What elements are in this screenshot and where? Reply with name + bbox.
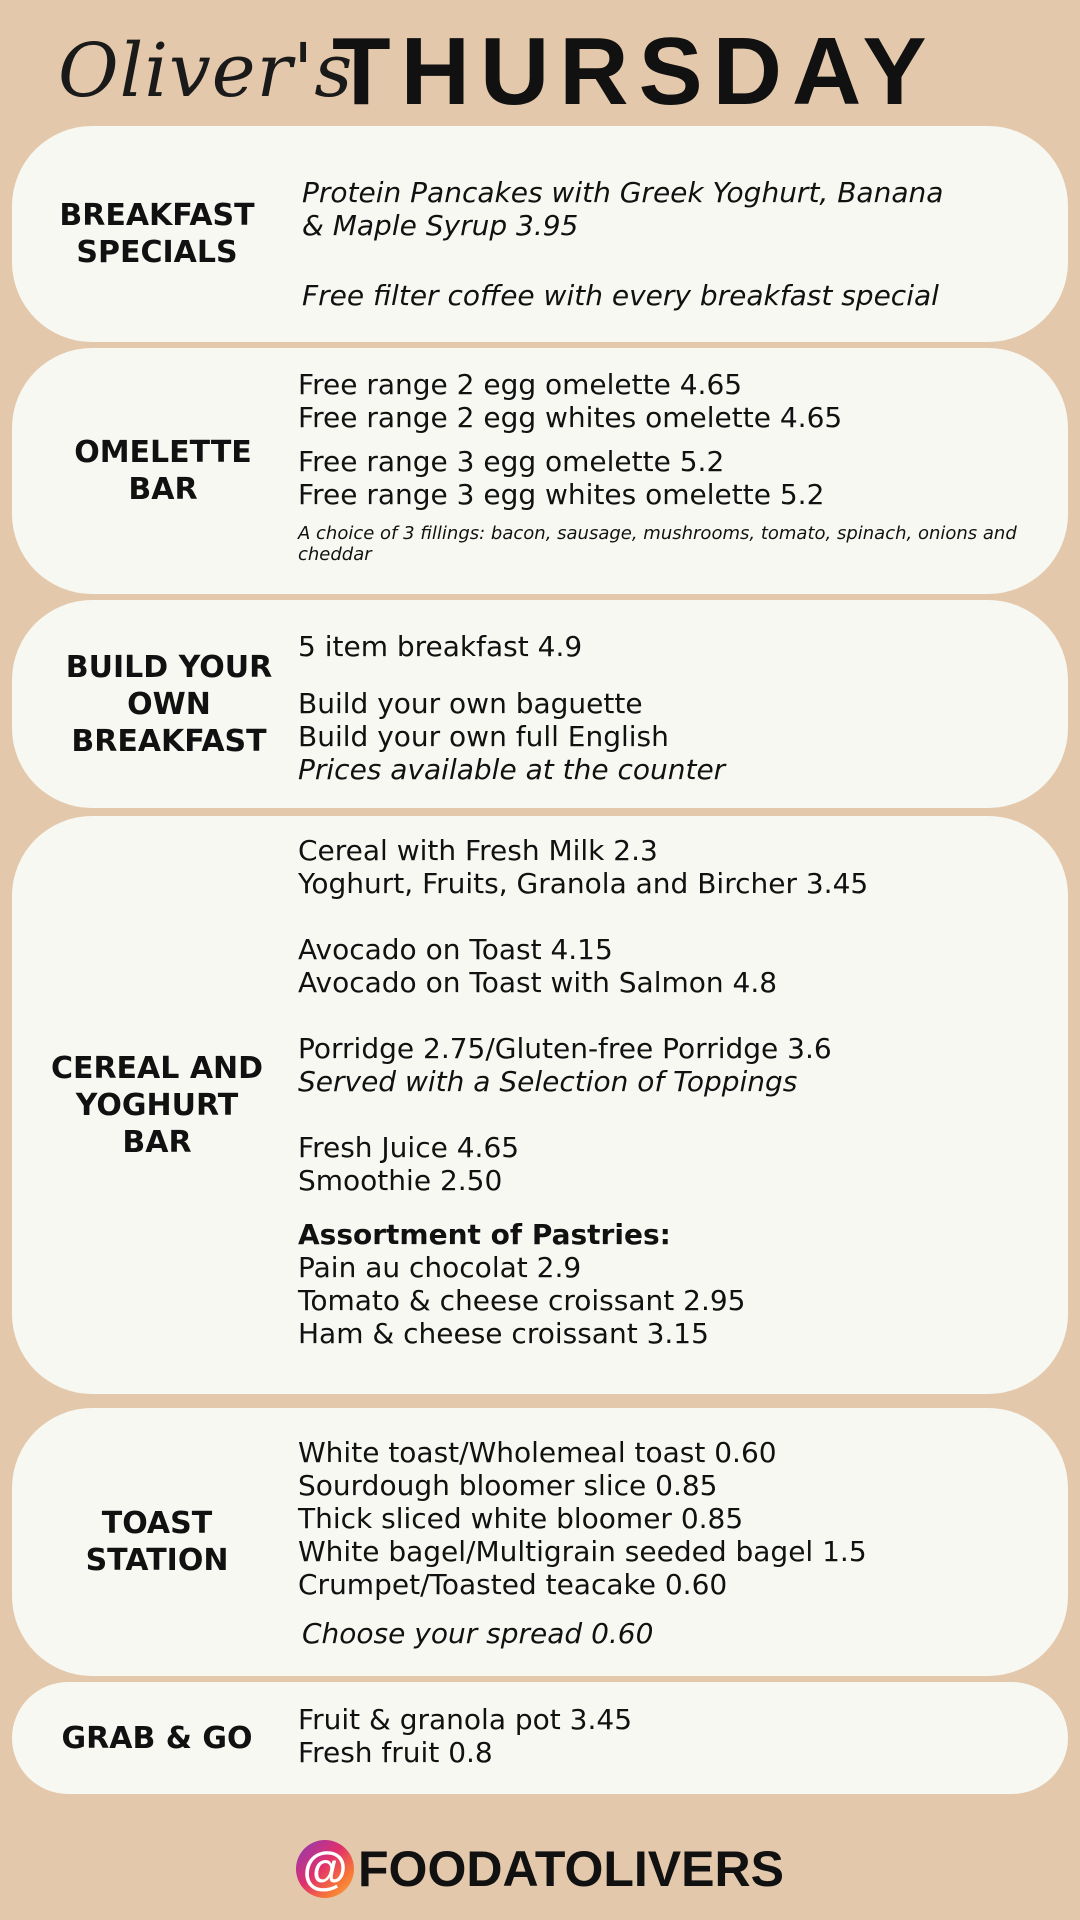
menu-item: White toast/Wholemeal toast 0.60 [298, 1436, 777, 1469]
menu-item: Free range 2 egg whites omelette 4.65 [298, 401, 843, 434]
menu-item: Cereal with Fresh Milk 2.3 [298, 834, 658, 867]
menu-item: Fresh Juice 4.65 [298, 1131, 520, 1164]
section-breakfast-specials [12, 126, 1068, 342]
section-items [298, 630, 1028, 786]
section-title: CEREAL AND YOGHURT BAR [50, 1050, 264, 1160]
menu-item: Pain au chocolat 2.9 [298, 1251, 582, 1284]
menu-item: 5 item breakfast 4.9 [298, 630, 583, 663]
menu-item: Free range 2 egg omelette 4.65 [298, 368, 743, 401]
menu-item: Avocado on Toast 4.15 [298, 933, 613, 966]
handle-text: FOODATOLIVERS [358, 1841, 784, 1897]
menu-item: Prices available at the counter [298, 753, 726, 786]
footer [0, 1840, 1080, 1898]
section-items [298, 1436, 1028, 1650]
section-grab-and-go [12, 1682, 1068, 1794]
section-title: TOAST STATION [85, 1506, 229, 1578]
section-title: OMELETTE BAR [74, 435, 252, 507]
menu-item: White bagel/Multigrain seeded bagel 1.5 [298, 1535, 867, 1568]
menu-item: Choose your spread 0.60 [302, 1617, 654, 1650]
instagram-handle[interactable] [296, 1840, 784, 1898]
menu-item: Yoghurt, Fruits, Granola and Bircher 3.45 [298, 867, 869, 900]
section-items [298, 834, 1028, 1350]
menu-item: Free filter coffee with every breakfast special [302, 279, 939, 312]
section-items [298, 1703, 1028, 1769]
section-toast-station [12, 1408, 1068, 1676]
menu-item: Build your own baguette [298, 687, 643, 720]
section-build-your-own [12, 600, 1068, 808]
day-title: THURSDAY [332, 18, 937, 125]
menu-item: & Maple Syrup 3.95 [302, 209, 579, 242]
section-title: BREAKFAST SPECIALS [59, 198, 255, 270]
menu-note: A choice of 3 fillings: bacon, sausage, mushrooms, tomato, spinach, onions and cheddar [298, 523, 1017, 565]
section-omelette-bar [12, 348, 1068, 594]
menu-item: Protein Pancakes with Greek Yoghurt, Banana [302, 176, 944, 209]
section-title: BUILD YOUR OWN BREAKFAST [65, 649, 273, 759]
instagram-icon: @ [296, 1840, 354, 1898]
menu-item: Smoothie 2.50 [298, 1164, 503, 1197]
menu-header [0, 0, 1080, 125]
section-items [298, 368, 1028, 565]
menu-item: Ham & cheese croissant 3.15 [298, 1317, 709, 1350]
section-items [302, 176, 1028, 312]
section-title: GRAB & GO [61, 1720, 253, 1756]
section-cereal-yoghurt-bar [12, 816, 1068, 1394]
brand-logo: Oliver's [58, 28, 354, 114]
menu-subheading: Assortment of Pastries: [298, 1218, 671, 1251]
menu-item: Thick sliced white bloomer 0.85 [298, 1502, 744, 1535]
menu-item: Fresh fruit 0.8 [298, 1736, 493, 1769]
menu-item: Build your own full English [298, 720, 669, 753]
menu-item: Porridge 2.75/Gluten-free Porridge 3.6 [298, 1032, 832, 1065]
menu-item: Fruit & granola pot 3.45 [298, 1703, 633, 1736]
menu-item: Crumpet/Toasted teacake 0.60 [298, 1568, 728, 1601]
menu-item: Free range 3 egg omelette 5.2 [298, 445, 725, 478]
menu-item: Tomato & cheese croissant 2.95 [298, 1284, 746, 1317]
menu-item: Free range 3 egg whites omelette 5.2 [298, 478, 825, 511]
menu-item: Avocado on Toast with Salmon 4.8 [298, 966, 778, 999]
menu-item: Served with a Selection of Toppings [298, 1065, 798, 1098]
menu-item: Sourdough bloomer slice 0.85 [298, 1469, 718, 1502]
